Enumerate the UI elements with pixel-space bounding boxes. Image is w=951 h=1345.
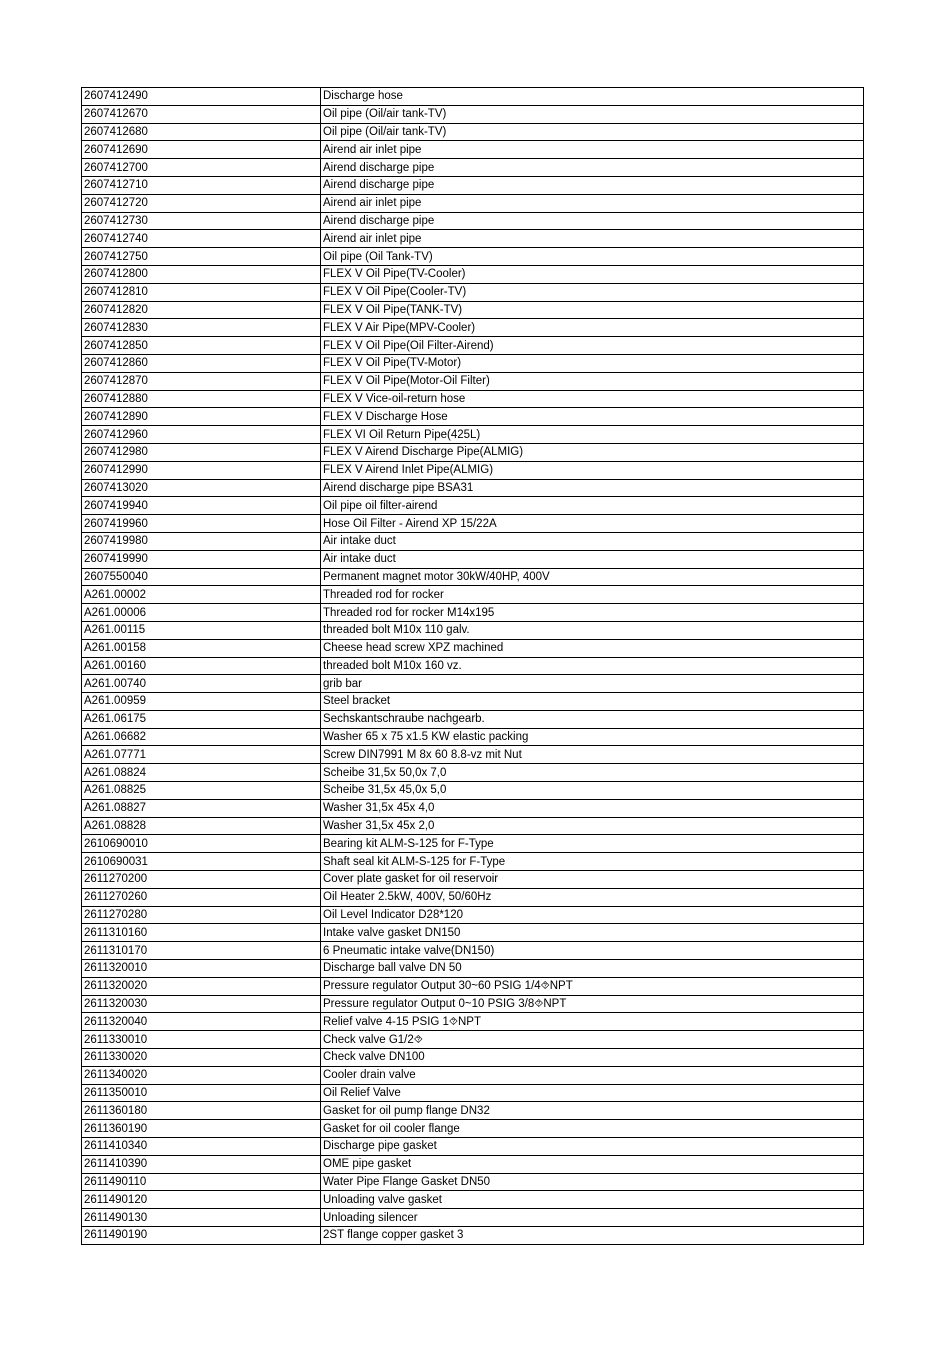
description-cell: OME pipe gasket — [321, 1155, 864, 1173]
part-number-cell: 2607419990 — [82, 550, 321, 568]
part-number-cell: A261.07771 — [82, 746, 321, 764]
table-row — [82, 88, 864, 106]
part-number-cell: A261.08824 — [82, 764, 321, 782]
description-cell: Discharge pipe gasket — [321, 1138, 864, 1156]
description-cell: FLEX V Oil Pipe(TANK-TV) — [321, 301, 864, 319]
part-number-cell: 2611490190 — [82, 1227, 321, 1245]
part-number-cell: 2611490130 — [82, 1209, 321, 1227]
table-row — [82, 728, 864, 746]
part-number-cell: 2611270260 — [82, 888, 321, 906]
part-number-cell: A261.08827 — [82, 799, 321, 817]
part-number-cell: 2611320020 — [82, 977, 321, 995]
part-number-cell: 2607412670 — [82, 105, 321, 123]
description-cell: Check valve G1/2⯑ — [321, 1031, 864, 1049]
description-cell: Air intake duct — [321, 550, 864, 568]
description-cell: Bearing kit ALM-S-125 for F-Type — [321, 835, 864, 853]
table-row — [82, 123, 864, 141]
table-row — [82, 532, 864, 550]
description-cell: Permanent magnet motor 30kW/40HP, 400V — [321, 568, 864, 586]
description-cell: FLEX V Vice-oil-return hose — [321, 390, 864, 408]
table-row — [82, 479, 864, 497]
table-row — [82, 977, 864, 995]
description-cell: Airend air inlet pipe — [321, 141, 864, 159]
part-number-cell: 2607412860 — [82, 354, 321, 372]
part-number-cell: 2607412700 — [82, 159, 321, 177]
part-number-cell: 2607419960 — [82, 515, 321, 533]
description-cell: Oil pipe (Oil/air tank-TV) — [321, 105, 864, 123]
description-cell: Oil Relief Valve — [321, 1084, 864, 1102]
part-number-cell: 2611410340 — [82, 1138, 321, 1156]
part-number-cell: 2611490120 — [82, 1191, 321, 1209]
description-cell: Scheibe 31,5x 50,0x 7,0 — [321, 764, 864, 782]
table-row — [82, 176, 864, 194]
description-cell: Check valve DN100 — [321, 1049, 864, 1067]
table-row — [82, 319, 864, 337]
part-number-cell: A261.00115 — [82, 621, 321, 639]
part-number-cell: A261.08825 — [82, 782, 321, 800]
description-cell: 6 Pneumatic intake valve(DN150) — [321, 942, 864, 960]
description-cell: FLEX V Discharge Hose — [321, 408, 864, 426]
description-cell: threaded bolt M10x 160 vz. — [321, 657, 864, 675]
table-row — [82, 639, 864, 657]
description-cell: Oil pipe (Oil/air tank-TV) — [321, 123, 864, 141]
part-number-cell: 2607412750 — [82, 248, 321, 266]
table-row — [82, 283, 864, 301]
table-row — [82, 710, 864, 728]
part-number-cell: 2607412830 — [82, 319, 321, 337]
part-number-cell: 2611320040 — [82, 1013, 321, 1031]
description-cell: Oil Level Indicator D28*120 — [321, 906, 864, 924]
part-number-cell: 2607412880 — [82, 390, 321, 408]
table-row — [82, 960, 864, 978]
part-number-cell: 2607412710 — [82, 176, 321, 194]
table-row — [82, 586, 864, 604]
part-number-cell: 2607412960 — [82, 426, 321, 444]
description-cell: Airend air inlet pipe — [321, 230, 864, 248]
part-number-cell: A261.00959 — [82, 693, 321, 711]
description-cell: Airend discharge pipe — [321, 212, 864, 230]
description-cell: Washer 31,5x 45x 2,0 — [321, 817, 864, 835]
part-number-cell: 2611410390 — [82, 1155, 321, 1173]
table-row — [82, 230, 864, 248]
part-number-cell: 2607550040 — [82, 568, 321, 586]
part-number-cell: A261.06175 — [82, 710, 321, 728]
table-row — [82, 372, 864, 390]
description-cell: Cover plate gasket for oil reservoir — [321, 871, 864, 889]
description-cell: Airend discharge pipe BSA31 — [321, 479, 864, 497]
table-row — [82, 212, 864, 230]
part-number-cell: 2607412820 — [82, 301, 321, 319]
table-row — [82, 817, 864, 835]
part-number-cell: 2607412730 — [82, 212, 321, 230]
part-number-cell: 2607412890 — [82, 408, 321, 426]
description-cell: FLEX V Airend Discharge Pipe(ALMIG) — [321, 443, 864, 461]
table-row — [82, 1173, 864, 1191]
part-number-cell: 2607412490 — [82, 88, 321, 106]
part-number-cell: 2607412720 — [82, 194, 321, 212]
table-row — [82, 265, 864, 283]
description-cell: Discharge ball valve DN 50 — [321, 960, 864, 978]
table-row — [82, 764, 864, 782]
table-row — [82, 871, 864, 889]
description-cell: FLEX V Airend Inlet Pipe(ALMIG) — [321, 461, 864, 479]
spreadsheet-page — [81, 87, 863, 1245]
description-cell: FLEX VI Oil Return Pipe(425L) — [321, 426, 864, 444]
table-row — [82, 1102, 864, 1120]
description-cell: Hose Oil Filter - Airend XP 15/22A — [321, 515, 864, 533]
description-cell: Oil pipe oil filter-airend — [321, 497, 864, 515]
table-row — [82, 1120, 864, 1138]
description-cell: FLEX V Oil Pipe(Cooler-TV) — [321, 283, 864, 301]
description-cell: FLEX V Oil Pipe(TV-Motor) — [321, 354, 864, 372]
part-number-cell: 2607412690 — [82, 141, 321, 159]
description-cell: Air intake duct — [321, 532, 864, 550]
description-cell: Gasket for oil cooler flange — [321, 1120, 864, 1138]
table-row — [82, 301, 864, 319]
part-number-cell: 2607412870 — [82, 372, 321, 390]
table-row — [82, 995, 864, 1013]
part-number-cell: A261.06682 — [82, 728, 321, 746]
part-number-cell: 2607419940 — [82, 497, 321, 515]
part-number-cell: 2610690031 — [82, 853, 321, 871]
description-cell: threaded bolt M10x 110 galv. — [321, 621, 864, 639]
table-row — [82, 942, 864, 960]
description-cell: Scheibe 31,5x 45,0x 5,0 — [321, 782, 864, 800]
part-number-cell: 2607413020 — [82, 479, 321, 497]
part-number-cell: 2611320010 — [82, 960, 321, 978]
part-number-cell: 2611490110 — [82, 1173, 321, 1191]
table-row — [82, 835, 864, 853]
parts-table-body — [82, 88, 864, 1245]
description-cell: Shaft seal kit ALM-S-125 for F-Type — [321, 853, 864, 871]
description-cell: FLEX V Oil Pipe(Oil Filter-Airend) — [321, 337, 864, 355]
table-row — [82, 888, 864, 906]
part-number-cell: 2607412740 — [82, 230, 321, 248]
part-number-cell: 2611360190 — [82, 1120, 321, 1138]
description-cell: Relief valve 4-15 PSIG 1⯑NPT — [321, 1013, 864, 1031]
part-number-cell: 2611340020 — [82, 1066, 321, 1084]
parts-table — [81, 87, 864, 1245]
description-cell: Unloading valve gasket — [321, 1191, 864, 1209]
description-cell: Cheese head screw XPZ machined — [321, 639, 864, 657]
table-row — [82, 1066, 864, 1084]
description-cell: Screw DIN7991 M 8x 60 8.8-vz mit Nut — [321, 746, 864, 764]
description-cell: Airend discharge pipe — [321, 159, 864, 177]
description-cell: Pressure regulator Output 0~10 PSIG 3/8⯑NPT — [321, 995, 864, 1013]
table-row — [82, 1138, 864, 1156]
description-cell: Water Pipe Flange Gasket DN50 — [321, 1173, 864, 1191]
description-cell: Airend discharge pipe — [321, 176, 864, 194]
table-row — [82, 799, 864, 817]
part-number-cell: 2611310160 — [82, 924, 321, 942]
description-cell: Airend air inlet pipe — [321, 194, 864, 212]
table-row — [82, 337, 864, 355]
part-number-cell: 2611320030 — [82, 995, 321, 1013]
description-cell: Threaded rod for rocker M14x195 — [321, 604, 864, 622]
table-row — [82, 693, 864, 711]
part-number-cell: 2607412680 — [82, 123, 321, 141]
description-cell: Intake valve gasket DN150 — [321, 924, 864, 942]
part-number-cell: 2607412810 — [82, 283, 321, 301]
part-number-cell: A261.00160 — [82, 657, 321, 675]
table-row — [82, 141, 864, 159]
table-row — [82, 426, 864, 444]
table-row — [82, 782, 864, 800]
table-row — [82, 354, 864, 372]
part-number-cell: A261.00740 — [82, 675, 321, 693]
description-cell: Discharge hose — [321, 88, 864, 106]
table-row — [82, 621, 864, 639]
table-row — [82, 1031, 864, 1049]
table-row — [82, 248, 864, 266]
table-row — [82, 1209, 864, 1227]
description-cell: Sechskantschraube nachgearb. — [321, 710, 864, 728]
part-number-cell: 2611310170 — [82, 942, 321, 960]
part-number-cell: 2611350010 — [82, 1084, 321, 1102]
table-row — [82, 1049, 864, 1067]
part-number-cell: A261.00006 — [82, 604, 321, 622]
table-row — [82, 853, 864, 871]
description-cell: Washer 65 x 75 x1.5 KW elastic packing — [321, 728, 864, 746]
part-number-cell: 2611360180 — [82, 1102, 321, 1120]
description-cell: Washer 31,5x 45x 4,0 — [321, 799, 864, 817]
table-row — [82, 105, 864, 123]
table-row — [82, 657, 864, 675]
part-number-cell: 2607419980 — [82, 532, 321, 550]
table-row — [82, 443, 864, 461]
table-row — [82, 1013, 864, 1031]
description-cell: FLEX V Oil Pipe(TV-Cooler) — [321, 265, 864, 283]
description-cell: grib bar — [321, 675, 864, 693]
description-cell: Oil Heater 2.5kW, 400V, 50/60Hz — [321, 888, 864, 906]
description-cell: FLEX V Oil Pipe(Motor-Oil Filter) — [321, 372, 864, 390]
part-number-cell: 2611270200 — [82, 871, 321, 889]
table-row — [82, 906, 864, 924]
part-number-cell: 2611330010 — [82, 1031, 321, 1049]
table-row — [82, 408, 864, 426]
description-cell: Gasket for oil pump flange DN32 — [321, 1102, 864, 1120]
description-cell: Unloading silencer — [321, 1209, 864, 1227]
table-row — [82, 1227, 864, 1245]
table-row — [82, 1155, 864, 1173]
table-row — [82, 550, 864, 568]
table-row — [82, 515, 864, 533]
table-row — [82, 1084, 864, 1102]
part-number-cell: A261.08828 — [82, 817, 321, 835]
part-number-cell: 2607412980 — [82, 443, 321, 461]
description-cell: Cooler drain valve — [321, 1066, 864, 1084]
table-row — [82, 746, 864, 764]
part-number-cell: 2610690010 — [82, 835, 321, 853]
table-row — [82, 159, 864, 177]
description-cell: 2ST flange copper gasket 3 — [321, 1227, 864, 1245]
description-cell: Threaded rod for rocker — [321, 586, 864, 604]
table-row — [82, 390, 864, 408]
table-row — [82, 1191, 864, 1209]
part-number-cell: 2611270280 — [82, 906, 321, 924]
part-number-cell: 2607412850 — [82, 337, 321, 355]
description-cell: Pressure regulator Output 30~60 PSIG 1/4⯑NPT — [321, 977, 864, 995]
part-number-cell: A261.00002 — [82, 586, 321, 604]
description-cell: Oil pipe (Oil Tank-TV) — [321, 248, 864, 266]
table-row — [82, 194, 864, 212]
part-number-cell: 2607412800 — [82, 265, 321, 283]
part-number-cell: A261.00158 — [82, 639, 321, 657]
table-row — [82, 461, 864, 479]
part-number-cell: 2607412990 — [82, 461, 321, 479]
table-row — [82, 675, 864, 693]
part-number-cell: 2611330020 — [82, 1049, 321, 1067]
description-cell: FLEX V Air Pipe(MPV-Cooler) — [321, 319, 864, 337]
table-row — [82, 568, 864, 586]
table-row — [82, 924, 864, 942]
table-row — [82, 497, 864, 515]
table-row — [82, 604, 864, 622]
description-cell: Steel bracket — [321, 693, 864, 711]
